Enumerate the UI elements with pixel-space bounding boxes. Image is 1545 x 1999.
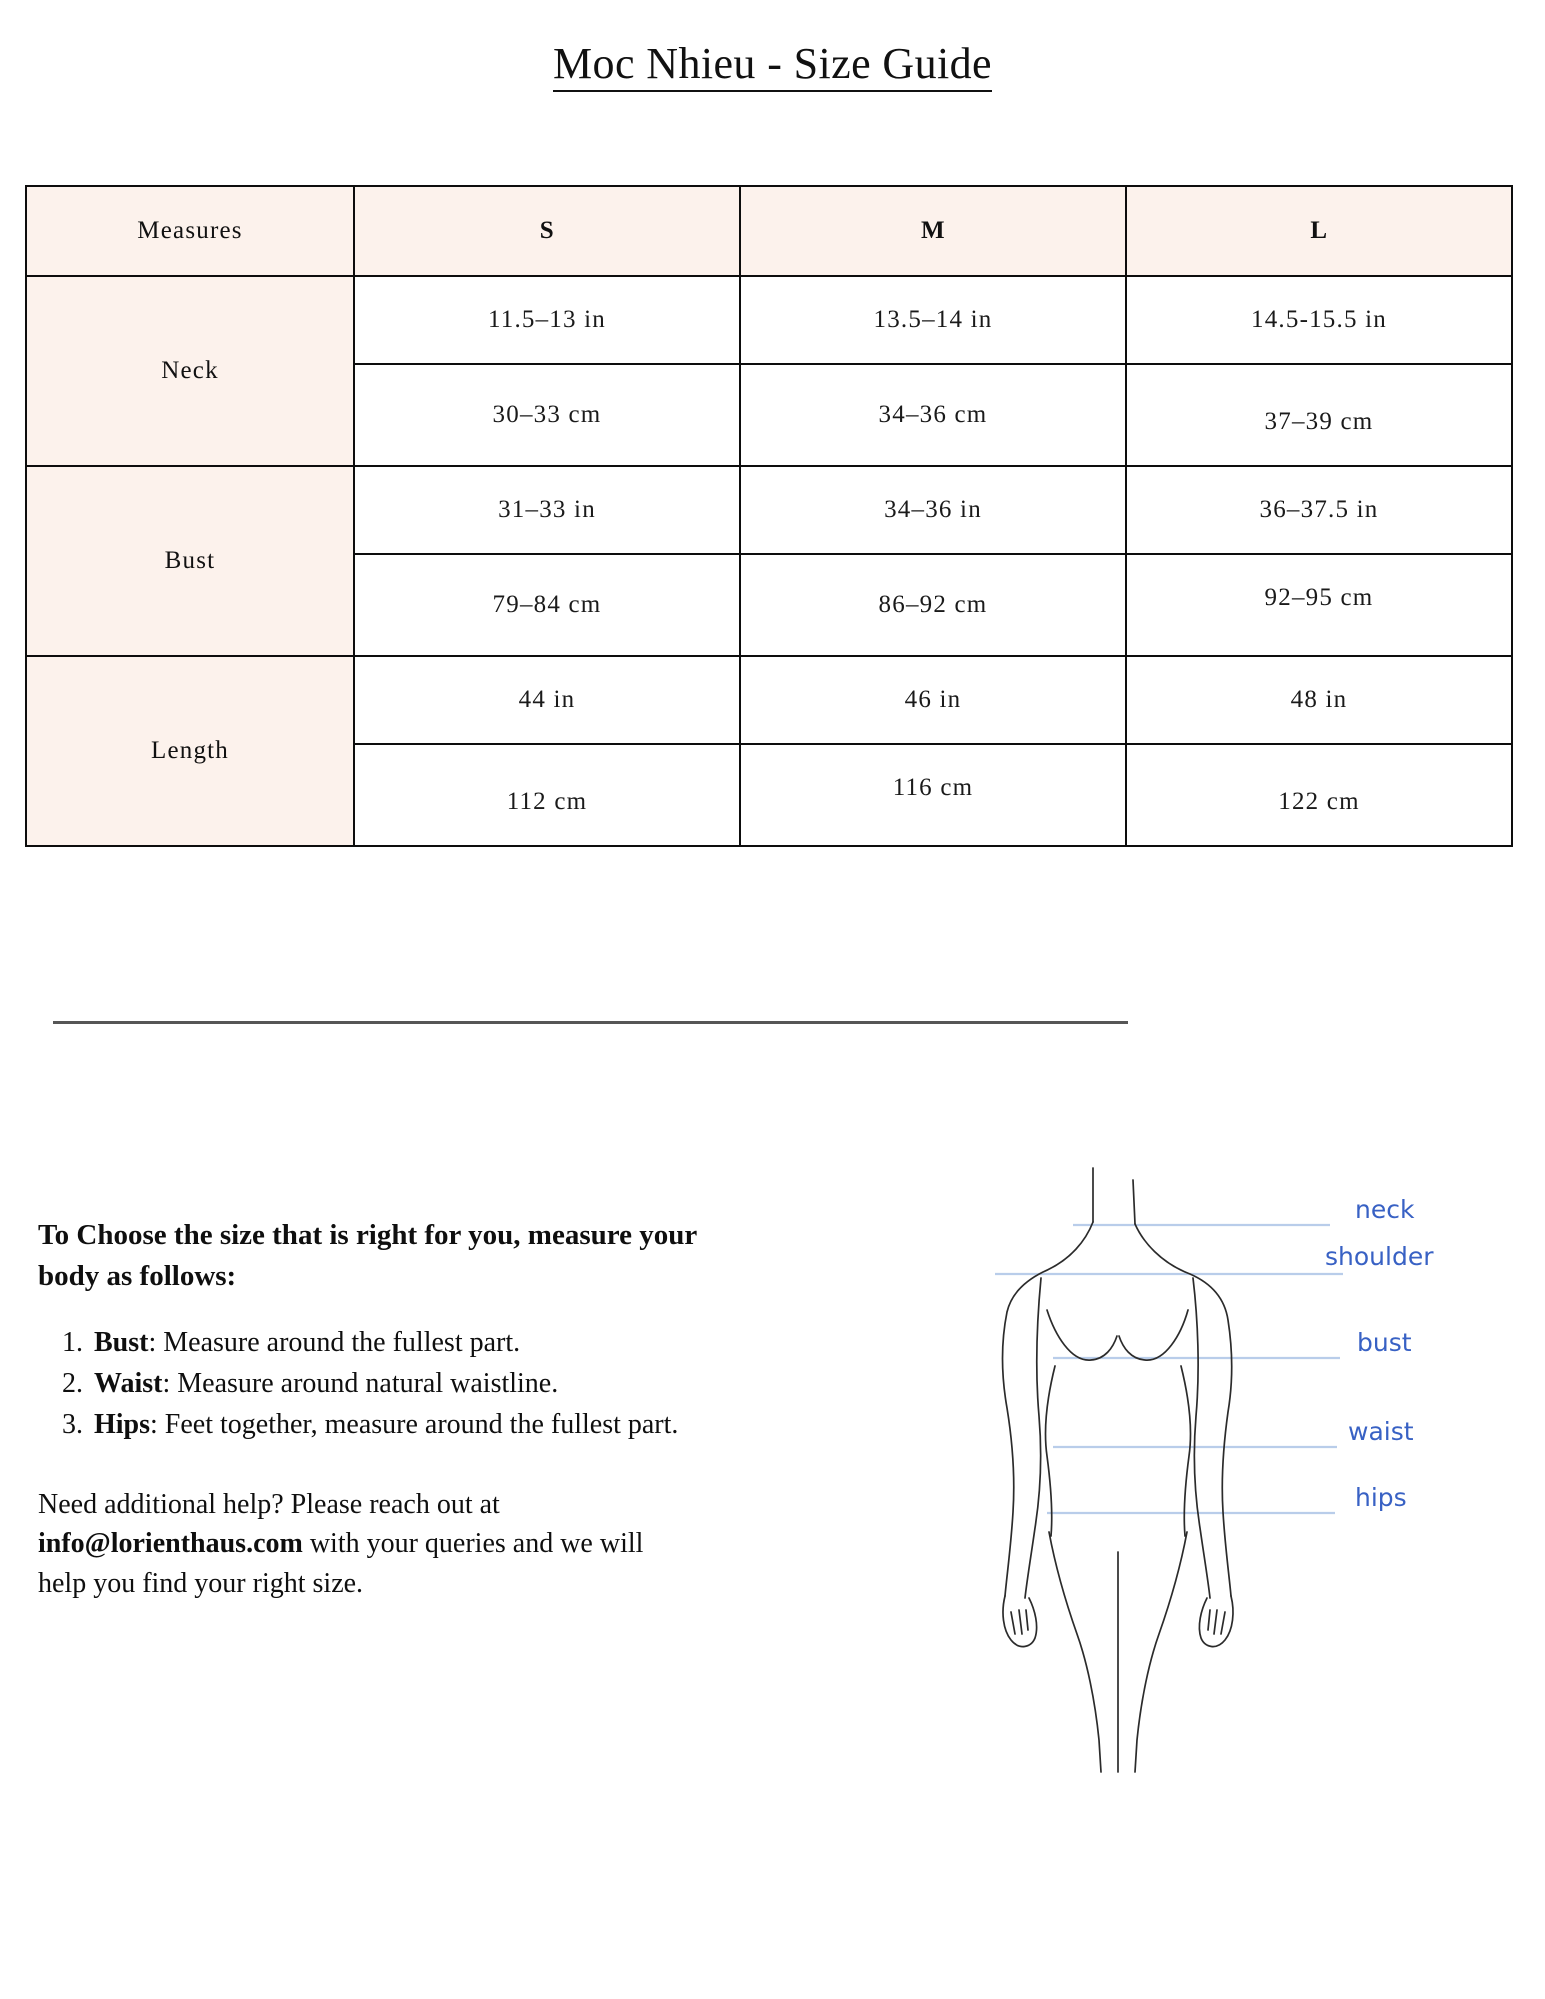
cell-bust-m-cm: 86–92 cm — [740, 554, 1126, 656]
figure-label-waist: waist — [1348, 1417, 1414, 1446]
section-divider — [53, 1021, 1128, 1024]
table-header-row — [26, 186, 1512, 276]
measuring-instructions-section — [0, 1195, 1545, 1855]
page-title-text: Moc Nhieu - Size Guide — [553, 39, 992, 92]
instructions-block — [38, 1215, 698, 1632]
body-figure-svg — [985, 1160, 1455, 1780]
row-label-neck: Neck — [26, 276, 354, 466]
figure-label-shoulder: shoulder — [1325, 1242, 1434, 1271]
list-item-text: : Measure around natural waistline. — [162, 1368, 559, 1400]
list-item-text: : Measure around the fullest part. — [148, 1327, 521, 1359]
row-label-length: Length — [26, 656, 354, 846]
cell-neck-m-cm: 34–36 cm — [740, 364, 1126, 466]
figure-label-bust: bust — [1357, 1328, 1412, 1357]
cell-bust-s-in: 31–33 in — [354, 466, 740, 554]
cell-length-m-in: 46 in — [740, 656, 1126, 744]
cell-length-s-cm: 112 cm — [354, 744, 740, 846]
measure-steps-list — [38, 1323, 698, 1444]
cell-neck-l-cm: 37–39 cm — [1126, 364, 1512, 466]
help-text-after: with your queries and we will help you find your right size. — [38, 1528, 644, 1600]
column-header-measures: Measures — [26, 186, 354, 276]
cell-bust-l-cm: 92–95 cm — [1126, 554, 1512, 656]
figure-label-neck: neck — [1355, 1195, 1415, 1224]
column-header-s: S — [354, 186, 740, 276]
list-item — [90, 1323, 698, 1363]
help-text-before: Need additional help? Please reach out at — [38, 1488, 500, 1520]
cell-length-s-in: 44 in — [354, 656, 740, 744]
list-item-text: : Feet together, measure around the fullest part. — [150, 1408, 679, 1440]
page-title — [0, 38, 1545, 89]
size-table — [25, 185, 1513, 847]
list-item-term: Bust — [94, 1327, 149, 1359]
row-label-bust: Bust — [26, 466, 354, 656]
cell-neck-l-in: 14.5-15.5 in — [1126, 276, 1512, 364]
table-row — [26, 656, 1512, 744]
body-measurement-diagram — [985, 1160, 1455, 1780]
body-outline — [1003, 1168, 1234, 1772]
list-item — [90, 1364, 698, 1404]
column-header-l: L — [1126, 186, 1512, 276]
help-paragraph — [38, 1485, 698, 1604]
cell-bust-s-cm: 79–84 cm — [354, 554, 740, 656]
list-item-term: Hips — [94, 1408, 151, 1440]
column-header-m: M — [740, 186, 1126, 276]
cell-neck-m-in: 13.5–14 in — [740, 276, 1126, 364]
cell-neck-s-cm: 30–33 cm — [354, 364, 740, 466]
list-item — [90, 1405, 698, 1445]
cell-length-m-cm: 116 cm — [740, 744, 1126, 846]
table-row — [26, 276, 1512, 364]
figure-label-hips: hips — [1355, 1483, 1407, 1512]
cell-neck-s-in: 11.5–13 in — [354, 276, 740, 364]
size-chart — [25, 185, 1462, 847]
cell-length-l-in: 48 in — [1126, 656, 1512, 744]
instructions-lead: To Choose the size that is right for you, measure your body as follows: — [38, 1219, 697, 1293]
support-email[interactable]: info@lorienthaus.com — [38, 1528, 303, 1560]
list-item-term: Waist — [94, 1368, 163, 1400]
table-row — [26, 466, 1512, 554]
cell-length-l-cm: 122 cm — [1126, 744, 1512, 846]
cell-bust-m-in: 34–36 in — [740, 466, 1126, 554]
cell-bust-l-in: 36–37.5 in — [1126, 466, 1512, 554]
measurement-lines — [995, 1225, 1343, 1513]
